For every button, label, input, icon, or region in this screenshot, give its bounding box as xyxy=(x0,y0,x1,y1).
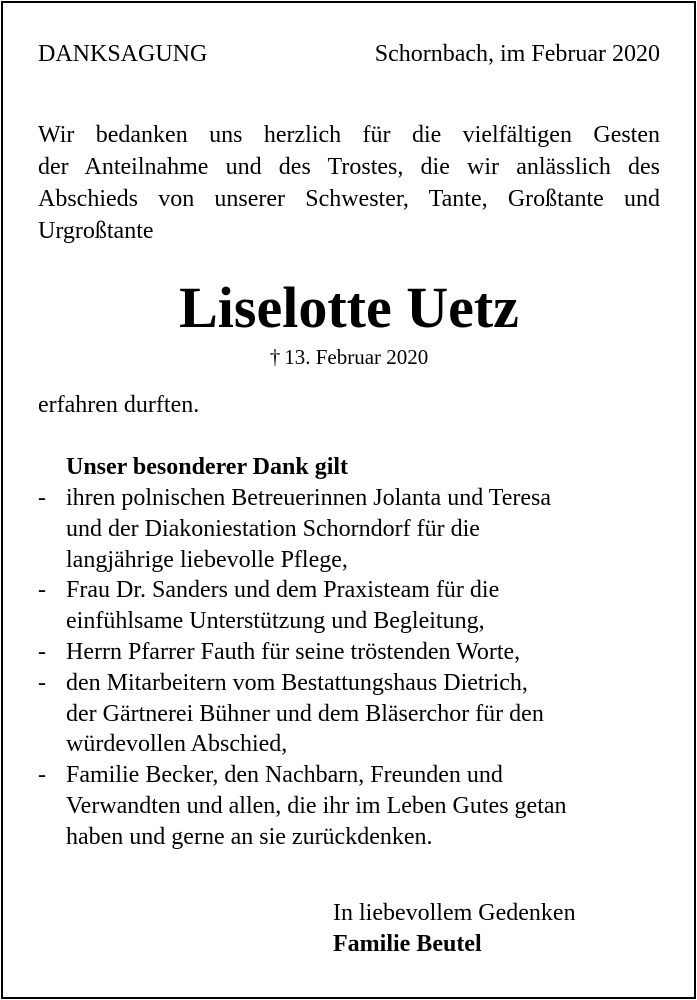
dash-bullet: - xyxy=(38,577,46,604)
list-item-line: Frau Dr. Sanders und dem Praxisteam für die xyxy=(66,577,500,604)
list-item-line: den Mitarbeitern vom Bestattungshaus Dietrich, xyxy=(66,669,528,696)
intro-paragraph xyxy=(38,119,660,247)
notice-header xyxy=(38,38,660,70)
list-item-line: würdevollen Abschied, xyxy=(66,731,288,758)
intro-line: Wir bedanken uns herzlich für die vielfältigen Gesten xyxy=(38,122,660,148)
list-item-line: ihren polnischen Betreuerinnen Jolanta und Teresa xyxy=(66,485,552,511)
closing-line: In liebevollem Gedenken xyxy=(333,900,576,926)
place-date: Schornbach, im Februar 2020 xyxy=(374,41,660,67)
after-text: erfahren durften. xyxy=(38,392,200,418)
list-item xyxy=(38,668,660,760)
death-date-line xyxy=(38,343,660,371)
list-item-line: Familie Becker, den Nachbarn, Freunden und xyxy=(66,762,503,789)
intro-line: Urgroßtante xyxy=(38,218,154,244)
closing-block xyxy=(333,898,576,960)
list-item-line: Verwandten und allen, die ihr im Leben Gutes getan xyxy=(66,792,567,819)
dash-bullet: - xyxy=(38,638,46,665)
intro-line: der Anteilnahme und des Trostes, die wir anlässlich des xyxy=(38,154,660,180)
cross-icon: † xyxy=(269,345,281,369)
list-item-line: einfühlsame Unterstützung und Begleitung, xyxy=(66,608,485,635)
list-item xyxy=(38,760,660,852)
thanks-heading: Unser besonderer Dank gilt xyxy=(66,454,349,480)
list-item xyxy=(38,637,660,668)
list-item xyxy=(38,575,660,637)
list-item-line: und der Diakoniestation Schorndorf für die xyxy=(66,515,480,542)
death-date: 13. Februar 2020 xyxy=(284,345,429,369)
dash-bullet: - xyxy=(38,762,46,789)
signature-family: Familie Beutel xyxy=(333,931,482,957)
list-item-line: haben und gerne an sie zurückdenken. xyxy=(66,823,433,850)
list-item-line: der Gärtnerei Bühner und dem Bläserchor für den xyxy=(66,700,544,727)
dash-bullet: - xyxy=(38,485,46,511)
intro-line: Abschieds von unserer Schwester, Tante, Großtante und xyxy=(38,186,660,212)
list-item xyxy=(38,483,660,575)
thanks-list xyxy=(38,483,660,853)
notice-title: DANKSAGUNG xyxy=(38,41,208,67)
list-item-line: langjährige liebevolle Pflege, xyxy=(66,546,348,573)
dash-bullet: - xyxy=(38,669,46,696)
deceased-name: Liselotte Uetz xyxy=(179,275,519,340)
list-item-line: Herrn Pfarrer Fauth für seine tröstenden Worte, xyxy=(66,638,521,665)
